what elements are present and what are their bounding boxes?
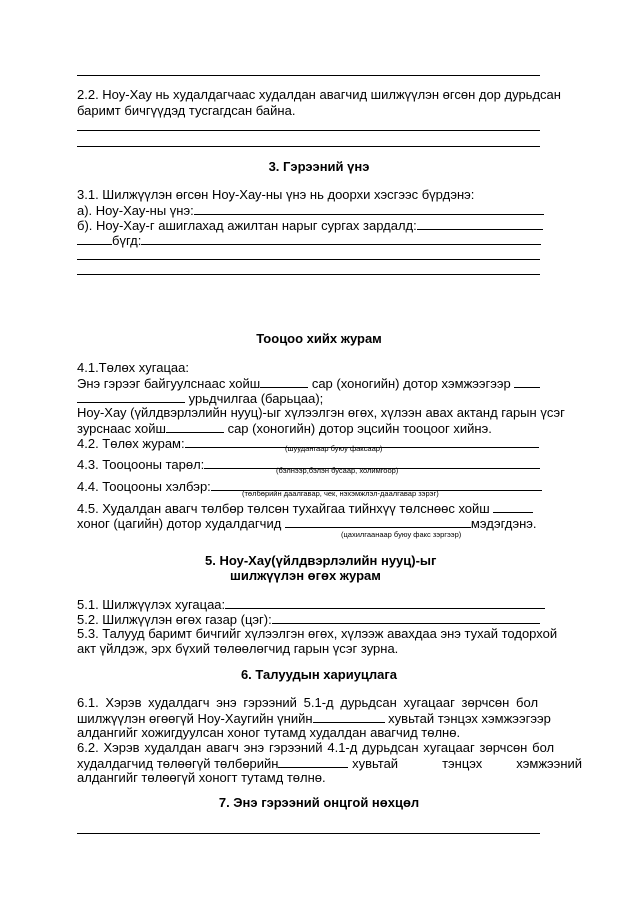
section-3-title: 3. Гэрээний үнэ (268, 159, 370, 174)
clause-4-1-a (77, 375, 540, 391)
blank-field (272, 611, 540, 624)
blank-field (77, 232, 112, 245)
blank-field (313, 710, 385, 723)
section-7-title: 7. Энэ гэрээний онцгой нөхцөл (218, 795, 420, 810)
clause-4-1-b (77, 390, 323, 406)
clause-4-5-line2 (77, 515, 537, 531)
clause-3-1-a-text: а). Ноу-Хау-ны үнэ: (77, 203, 194, 218)
clause-5-2-text: 5.2. Шилжүүлэн өгөх газар (цэг): (77, 612, 272, 627)
clause-3-1-a (77, 202, 544, 218)
clause-6-2-line2 (77, 755, 582, 771)
clause-3-1-b (77, 217, 543, 233)
clause-4-5-text2: хоног (цагийн) дотор худалдагчид (77, 516, 282, 531)
blank-field (77, 390, 185, 403)
clause-4-5-text3: мэдэгдэнэ. (470, 516, 537, 531)
clause-6-1-line2 (77, 710, 551, 726)
blank-line (77, 833, 540, 834)
clause-6-1-line3: алдангийг хожигдуулсан хоног тутамд худалдан авагчид төлнө. (77, 725, 461, 740)
blank-field (260, 375, 308, 388)
section-6-title: 6. Талуудын хариуцлага (240, 667, 398, 682)
note-4-2: (шуудангаар буюу факсаар) (285, 444, 383, 453)
clause-5-1-text: 5.1. Шилжүүлэх хугацаа: (77, 597, 226, 612)
clause-4-1: 4.1.Төлөх хугацаа: (77, 360, 189, 375)
blank-field (166, 420, 224, 433)
clause-4-1-d-text1: зурснаас хойш (77, 421, 166, 436)
section-5-title-line2: шилжүүлэн өгөх журам (230, 568, 381, 583)
clause-4-2-text: 4.2. Төлөх журам: (77, 436, 185, 451)
clause-4-5-line1 (77, 500, 533, 516)
clause-4-1-d (77, 420, 492, 436)
blank-field (278, 755, 348, 768)
clause-5-3-line1: 5.3. Талууд баримт бичгийг хүлээлгэн өгөх, хүлээж авахдаа энэ тухай тодорхой (77, 626, 558, 641)
clause-6-1-line1: 6.1. Хэрэв худалдагч энэ гэрээний 5.1-д дурьдсан хугацааг зөрчсөн бол (77, 695, 539, 710)
note-4-4: (төлбөрийн даалгавар, чек, нэхэмжлэл-даалгавар зэрэг) (242, 489, 439, 498)
blank-line (77, 130, 540, 131)
clause-5-1 (77, 596, 545, 612)
blank-field (141, 232, 541, 245)
clause-4-4-text: 4.4. Тооцооны хэлбэр: (77, 479, 211, 494)
clause-6-2-text2c: тэнцэх (442, 756, 483, 771)
blank-line (77, 146, 540, 147)
clause-6-2-text2b: хувьтай (352, 756, 399, 771)
clause-6-1-text2b: хувьтай тэнцэх хэмжээгээр (388, 711, 551, 726)
clause-3-1: 3.1. Шилжүүлэн өгсөн Ноу-Хау-ны үнэ нь доорхи хэсгээс бүрдэнэ: (77, 187, 475, 202)
blank-line (77, 75, 540, 76)
blank-field (514, 375, 540, 388)
clause-4-1-a-text2: сар (хоногийн) дотор хэмжээгээр (311, 376, 511, 391)
clause-4-1-c: Ноу-Хау (үйлдвэрлэлийн нууц)-ыг хүлээлгэн өгөх, хүлээн авах актанд гарын үсэг (77, 405, 565, 420)
blank-field (417, 217, 543, 230)
clause-6-2-text2d: хэмжээний (516, 756, 583, 771)
clause-4-1-b-text: урьдчилгаа (барьцаа); (188, 391, 324, 406)
clause-4-1-d-text2: сар (хоногийн) дотор эцсийн тооцоог хийнэ. (227, 421, 492, 436)
clause-6-2-text2a: худалдагчид төлөөгүй төлбөрийн (77, 756, 279, 771)
clause-3-1-b-text: б). Ноу-Хау-г ашиглахад ажилтан нарыг сургах зардалд: (77, 218, 417, 233)
blank-line (77, 259, 540, 260)
clause-4-5-text1: 4.5. Худалдан авагч төлбөр төлсөн тухайгаа тийнхүү төлснөөс хойш (77, 501, 490, 516)
blank-field (194, 202, 544, 215)
blank-field (493, 500, 533, 513)
clause-6-2-line3: алдангийг төлөөгүй хоногт тутамд төлнө. (77, 770, 326, 785)
section-5-title-line1: 5. Ноу-Хау(үйлдвэрлэлийн нууц)-ыг (205, 553, 437, 568)
clause-2-2-line1: 2.2. Ноу-Хау нь худалдагчаас худалдан авагчид шилжүүлэн өгсөн дор дурьдсан (77, 87, 561, 102)
blank-field (225, 596, 545, 609)
clause-6-1-text2a: шилжүүлэн өгөөгүй Ноу-Хаугийн үнийн (77, 711, 313, 726)
calc-title: Тооцоо хийх журам (256, 331, 382, 346)
total-line (77, 232, 541, 248)
clause-6-2-line1: 6.2. Хэрэв худалдан авагч энэ гэрээний 4.1-д дурьдсан хугацааг зөрчсөн бол (77, 740, 555, 755)
clause-4-3-text: 4.3. Тооцооны тарөл: (77, 457, 205, 472)
clause-5-2 (77, 611, 540, 627)
total-label: бүгд: (112, 233, 142, 248)
clause-5-3-line2: акт үйлдэж, эрх бүхий төлөөлөгчид гарын үсэг зурна. (77, 641, 399, 656)
blank-field (285, 515, 471, 528)
note-4-3: (бэлнээр,бэлэн бусаар, холимгоор) (276, 466, 399, 475)
clause-4-1-a-text1: Энэ гэрээг байгуулснаас хойш (77, 376, 261, 391)
blank-line (77, 274, 540, 275)
clause-2-2-line2: баримт бичгүүдэд тусгагдсан байна. (77, 103, 296, 118)
note-4-5: (цахилгаанаар буюу факс зэргээр) (341, 530, 462, 539)
